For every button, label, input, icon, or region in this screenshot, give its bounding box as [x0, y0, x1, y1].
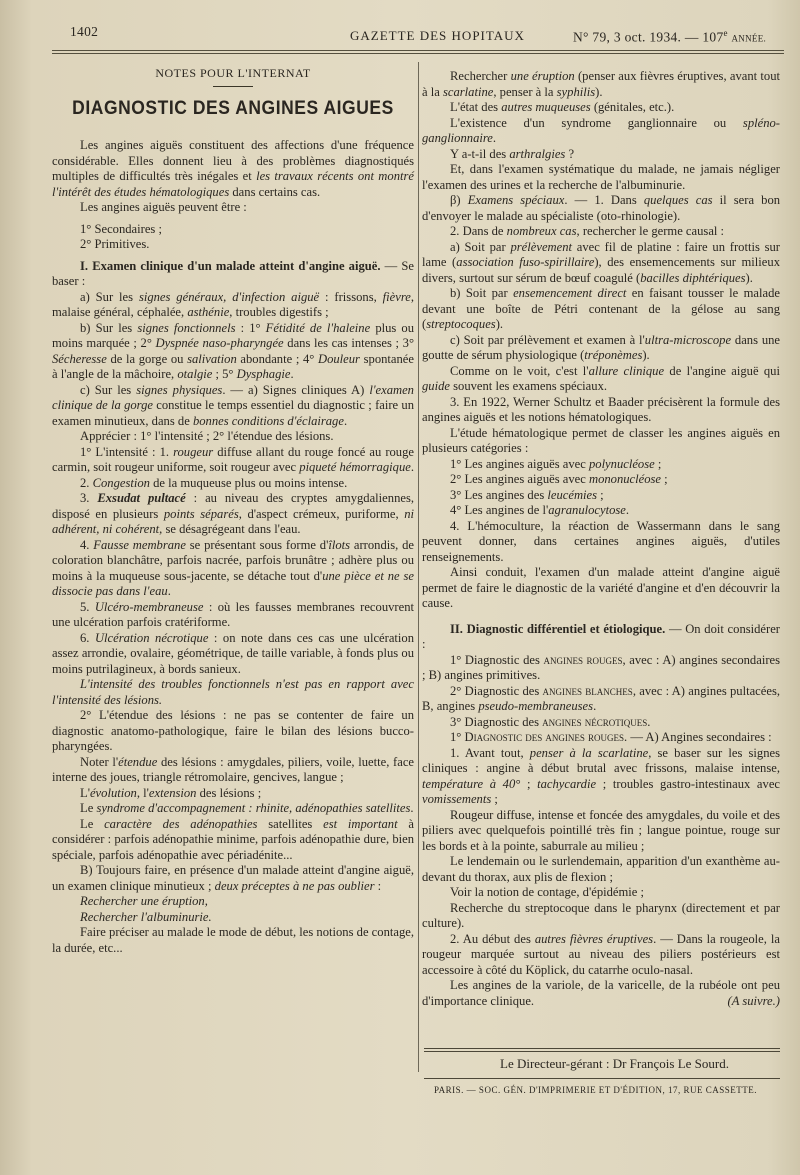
- director-line: Le Directeur-gérant : Dr François Le Sourd.: [500, 1056, 729, 1071]
- right-column: [422, 69, 780, 1009]
- paragraph: 2. Au début des autres fièvres éruptives. — Dans la rougeole, la rougeur marquée surtout au niveau des piliers postérieurs est accessoire à côté du Köplick, du catarrhe oculo-nasal.: [422, 931, 780, 977]
- article-title: DIAGNOSTIC DES ANGINES AIGUES: [72, 97, 394, 119]
- list-item: 1° Secondaires ;: [80, 221, 162, 236]
- paragraph: β) Examens spéciaux. — 1. Dans quelques cas il sera bon d'envoyer le malade au spécialiste (oto-rhinologie).: [422, 193, 781, 223]
- paragraph: Comme on le voit, c'est l'allure clinique de l'angine aiguë qui guide souvent les examens spéciaux.: [422, 363, 780, 393]
- list-item: 2° Les angines aiguës avec mononucléose ;: [450, 472, 668, 486]
- paragraph: Rougeur diffuse, intense et foncée des amygdales, du voile et des piliers avec quelquefois pointillé très fin ; langue pointue, rouge sur les bords et à la pointe, saburrale au milieu ;: [422, 807, 780, 853]
- footer-rule: [424, 1048, 780, 1049]
- left-column: [52, 64, 414, 956]
- section-heading: I. Examen clinique d'un malade atteint d'angine aiguë. — Se baser :: [52, 258, 415, 288]
- paragraph: Les angines de la variole, de la varicelle, de la rubéole ont peu d'importance clinique. (A suivre.): [422, 978, 780, 1008]
- paragraph: 5. Ulcéro-membraneuse : où les fausses membranes recouvrent une ulcération parfois cratériforme.: [52, 599, 414, 629]
- paragraph: Noter l'étendue des lésions : amygdales, piliers, voile, luette, face interne des joues, triangle rétromolaire, gencives, langue ;: [52, 754, 414, 784]
- page-number: 1402: [70, 24, 99, 39]
- list-item: 3° Les angines des leucémies ;: [450, 487, 604, 502]
- paragraph: L'évolution, l'extension des lésions ;: [80, 785, 262, 800]
- footer-rule: [424, 1078, 780, 1079]
- list-item: 1° Les angines aiguës avec polynucléose ;: [450, 456, 662, 471]
- journal-name: GAZETTE DES HOPITAUX: [350, 28, 525, 43]
- paragraph: 4. L'hémoculture, la réaction de Wassermann dans le sang peuvent donner, dans certaines angines aiguës, d'utiles renseignements.: [422, 518, 780, 564]
- paragraph: Recherche du streptocoque dans le pharynx (directement et par culture).: [422, 900, 780, 930]
- paragraph: b) Soit par ensemencement direct en faisant tousser le malade devant une boîte de Pétri contenant de la gélose au sang (streptocoques).: [422, 286, 780, 331]
- printer-imprint: PARIS. — SOC. GÉN. D'IMPRIMERIE ET D'ÉDITION, 17, RUE CASSETTE.: [434, 1085, 758, 1095]
- paragraph: c) Sur les signes physiques. — a) Signes cliniques A) l'examen clinique de la gorge constitue le temps essentiel du diagnostic ; faire un examen minutieux, dans de bonnes conditions d'éclairage.: [52, 382, 415, 428]
- list-item: 2° Primitives.: [80, 237, 150, 251]
- paragraph: Le caractère des adénopathies satellites est important à considérer : parfois adénopathie minime, parfois adénopathie dure, bien spéciale, parfois adénopathie avec périadénite...: [52, 816, 414, 862]
- section-label: NOTES POUR L'INTERNAT: [155, 66, 311, 80]
- paragraph: 2° L'étendue des lésions : ne pas se contenter de faire un diagnostic anatomo-pathologique, faire le bilan des lésions bucco-pharyngées.: [52, 708, 414, 753]
- page-header: [70, 24, 782, 48]
- column-divider: [418, 62, 419, 1072]
- paragraph: 2. Congestion de la muqueuse plus ou moins intense.: [80, 475, 348, 490]
- paragraph: b) Sur les signes fonctionnels : 1° Fétidité de l'haleine plus ou moins marquée ; 2° Dyspnée naso-pharyngée dans les cas intenses ; 3° Sécheresse de la gorge ou salivation abondante ; 4° Douleur spontanée à l'angle de la mâchoire, otalgie ; 5° Dysphagie.: [52, 320, 415, 381]
- header-rule: [52, 53, 784, 54]
- header-rule: [52, 50, 784, 51]
- paragraph: 1° L'intensité : 1. rougeur diffuse allant du rouge foncé au rouge carmin, soit rougeur uniforme, soit rougeur avec piqueté hémorragique.: [52, 444, 414, 474]
- list-item: Rechercher l'albuminurie.: [80, 909, 212, 924]
- list-item: 1° Diagnostic des angines rouges, avec : A) angines secondaires ; B) angines primitives.: [422, 652, 780, 682]
- paragraph: 3. Exsudat pultacé : au niveau des cryptes amygdaliennes, disposé en plusieurs points séparés, d'aspect crémeux, puriforme, ni adhérent, ni cohérent, se désagrégeant dans l'eau.: [52, 491, 415, 536]
- paragraph: Le lendemain ou le surlendemain, apparition d'un exanthème au-devant du thorax, aux plis de flexion ;: [422, 854, 780, 884]
- paragraph: L'intensité des troubles fonctionnels n'est pas en rapport avec l'intensité des lésions.: [52, 677, 414, 707]
- list-item: 2° Diagnostic des angines blanches, avec : A) angines pultacées, B, angines pseudo-membraneuses.: [422, 683, 780, 713]
- paragraph: 4. Fausse membrane se présentant sous forme d'îlots arrondis, de coloration blanchâtre, parfois nacrée, parfois brunâtre ; adhère plus ou moins à la muqueuse sous-jacente, se détache tout d'une pièce et ne se dissocie pas dans l'eau.: [52, 537, 415, 598]
- list-item: 3° Diagnostic des angines nécrotiques.: [450, 714, 651, 729]
- paragraph: 1° Diagnostic des angines rouges. — A) Angines secondaires :: [450, 730, 772, 744]
- paragraph: Ainsi conduit, l'examen d'un malade atteint d'angine aiguë permet de faire le diagnostic de la variété d'angine et d'en découvrir la cause.: [422, 565, 780, 610]
- paragraph: 3. En 1922, Werner Schultz et Baader précisèrent la formule des angines aiguës et les notions hématologiques.: [422, 394, 780, 424]
- to-be-continued: (A suivre.): [727, 993, 780, 1008]
- paragraph: Voir la notion de contage, d'épidémie ;: [450, 885, 645, 899]
- paragraph: c) Soit par prélèvement et examen à l'ultra-microscope dans une goutte de sérum physiologique (tréponèmes).: [422, 332, 780, 362]
- paragraph: Les angines aiguës constituent des affections d'une fréquence considérable. Elles donnent lieu à des problèmes diagnostiqués multiples de difficultés très inégales et les travaux récents ont montré l'intérêt des études hématologiques dans certains cas.: [52, 138, 414, 199]
- paragraph: 2. Dans de nombreux cas, rechercher le germe causal :: [450, 224, 725, 238]
- paragraph: L'état des autres muqueuses (génitales, etc.).: [450, 100, 675, 114]
- list-item: 4° Les angines de l'agranulocytose.: [450, 503, 630, 517]
- paragraph: 6. Ulcération nécrotique : on note dans ces cas une ulcération assez arrondie, ovalaire, géométrique, de taille variable, à fonds plus ou moins putrilagineux, à bords sanieux.: [52, 630, 415, 676]
- footer-rule: [424, 1051, 780, 1052]
- list-item: Rechercher une éruption,: [80, 894, 208, 908]
- paragraph: Apprécier : 1° l'intensité ; 2° l'étendue des lésions.: [80, 429, 334, 443]
- issue-info: N° 79, 3 oct. 1934. — 107e ANNÉE.: [573, 28, 767, 45]
- paragraph: L'existence d'un syndrome ganglionnaire ou spléno-ganglionnaire.: [422, 115, 780, 145]
- paragraph: Rechercher une éruption (penser aux fièvres éruptives, avant tout à la scarlatine, penser à la syphilis).: [422, 69, 780, 99]
- paragraph: a) Soit par prélèvement avec fil de platine : faire un frottis sur lame (association fuso-spirillaire), des ensemencements sur milieux divers, surtout sur sérum de bœuf coagulé (bacilles diphtériques).: [422, 239, 781, 285]
- section-heading: II. Diagnostic différentiel et étiologique. — On doit considérer :: [422, 621, 781, 651]
- paragraph: B) Toujours faire, en présence d'un malade atteint d'angine aiguë, un examen clinique minutieux ; deux préceptes à ne pas oublier :: [52, 863, 414, 893]
- paragraph: 1. Avant tout, penser à la scarlatine, se baser sur les signes cliniques : angine à début brutal avec frissons, malaise intense, température à 40° ; tachycardie ; troubles gastro-intestinaux avec vomissements ;: [422, 745, 781, 806]
- paragraph: Y a-t-il des arthralgies ?: [450, 146, 575, 161]
- paragraph: a) Sur les signes généraux, d'infection aiguë : frissons, fièvre, malaise général, céphalée, asthénie, troubles digestifs ;: [52, 289, 414, 319]
- paragraph: Faire préciser au malade le mode de début, les notions de contage, la durée, etc...: [52, 925, 414, 955]
- paragraph: Les angines aiguës peuvent être :: [80, 200, 247, 214]
- paragraph: Et, dans l'examen systématique du malade, ne jamais négliger l'examen des urines et la recherche de l'albuminurie.: [422, 162, 780, 192]
- paragraph: Le syndrome d'accompagnement : rhinite, adénopathies satellites.: [80, 801, 414, 815]
- paragraph: L'étude hématologique permet de classer les angines aiguës en plusieurs catégories :: [422, 425, 780, 455]
- divider: [213, 86, 253, 87]
